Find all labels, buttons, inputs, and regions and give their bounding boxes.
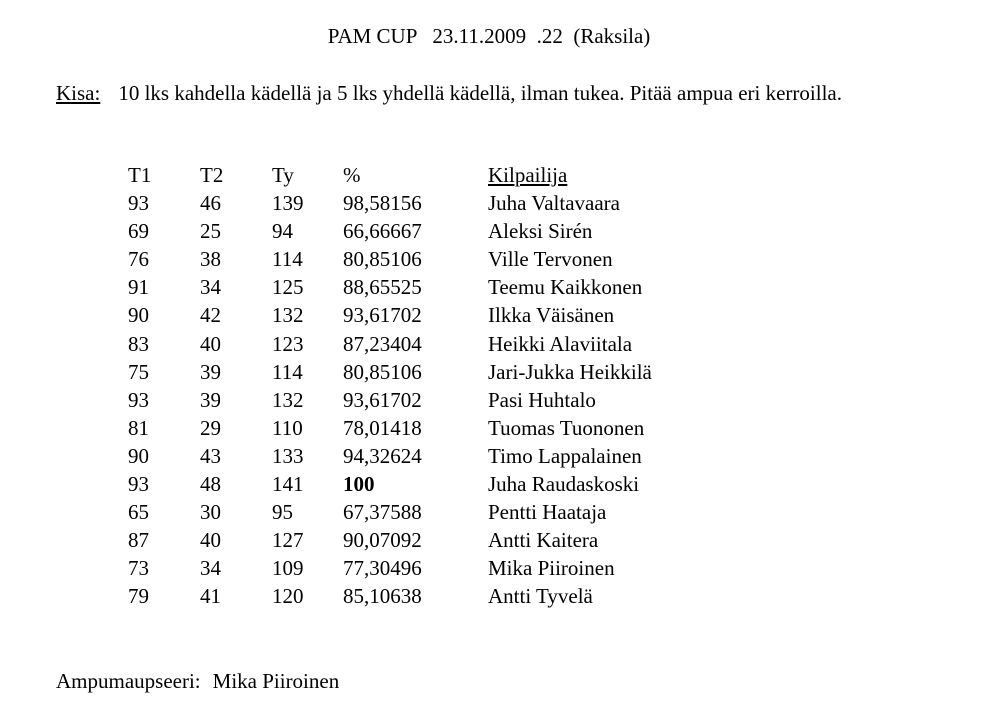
document-title: PAM CUP 23.11.2009 .22 (Raksila) — [327, 24, 651, 48]
cell-percent: 94,32624 — [343, 443, 422, 468]
cell-ty: 94 — [272, 219, 293, 244]
range-officer-label: Ampumaupseeri: — [56, 669, 201, 693]
cell-percent: 67,37588 — [343, 500, 422, 525]
cell-t1: 93 — [128, 472, 149, 497]
cell-ty: 139 — [272, 191, 304, 216]
cell-competitor: Antti Kaitera — [488, 528, 599, 553]
cell-t2: 25 — [200, 219, 221, 244]
cell-t2: 48 — [200, 472, 221, 497]
cell-ty: 125 — [272, 275, 304, 300]
cell-t1: 79 — [128, 584, 149, 609]
cell-t1: 91 — [128, 275, 149, 300]
cell-t1: 93 — [128, 191, 149, 216]
cell-t2: 43 — [200, 443, 221, 468]
cell-ty: 133 — [272, 443, 304, 468]
cell-ty: 127 — [272, 528, 304, 553]
cell-t2: 39 — [200, 359, 221, 384]
cell-percent: 90,07092 — [343, 528, 422, 553]
cell-percent: 80,85106 — [343, 247, 422, 272]
cell-percent: 100 — [343, 472, 375, 497]
cell-competitor: Timo Lappalainen — [488, 443, 642, 468]
cell-competitor: Juha Raudaskoski — [488, 472, 640, 497]
cell-percent: 87,23404 — [343, 331, 422, 356]
header-ty: Ty — [272, 163, 294, 187]
cell-competitor: Teemu Kaikkonen — [488, 275, 643, 300]
cell-t1: 69 — [128, 219, 149, 244]
cell-t1: 90 — [128, 303, 149, 328]
cell-percent: 66,66667 — [343, 219, 422, 244]
cell-ty: 120 — [272, 584, 304, 609]
header-competitor: Kilpailija — [488, 163, 568, 187]
cell-competitor: Pentti Haataja — [488, 500, 607, 525]
cell-competitor: Juha Valtavaara — [488, 191, 620, 216]
cell-competitor: Heikki Alaviitala — [488, 331, 633, 356]
cell-percent: 98,58156 — [343, 191, 422, 216]
cell-t2: 34 — [200, 275, 221, 300]
cell-t1: 76 — [128, 247, 149, 272]
cell-ty: 132 — [272, 303, 304, 328]
cell-percent: 85,10638 — [343, 584, 422, 609]
cell-t2: 29 — [200, 415, 221, 440]
cell-t2: 30 — [200, 500, 221, 525]
cell-t2: 46 — [200, 191, 221, 216]
competition-label: Kisa: — [56, 81, 101, 105]
cell-t2: 39 — [200, 387, 221, 412]
cell-t2: 38 — [200, 247, 221, 272]
cell-t1: 73 — [128, 556, 149, 581]
cell-t2: 40 — [200, 528, 221, 553]
competition-text: 10 lks kahdella kädellä ja 5 lks yhdellä kädellä, ilman tukea. Pitää ampua eri kerroilla. — [118, 81, 842, 105]
header-percent: % — [343, 163, 361, 187]
cell-ty: 114 — [272, 247, 303, 272]
cell-ty: 110 — [272, 415, 303, 440]
cell-competitor: Ilkka Väisänen — [488, 303, 615, 328]
cell-t2: 34 — [200, 556, 221, 581]
cell-t1: 90 — [128, 443, 149, 468]
cell-competitor: Antti Tyvelä — [488, 584, 593, 609]
cell-ty: 109 — [272, 556, 304, 581]
cell-t1: 75 — [128, 359, 149, 384]
cell-t2: 40 — [200, 331, 221, 356]
cell-ty: 123 — [272, 331, 304, 356]
cell-ty: 95 — [272, 500, 293, 525]
cell-percent: 78,01418 — [343, 415, 422, 440]
cell-competitor: Jari-Jukka Heikkilä — [488, 359, 652, 384]
cell-ty: 141 — [272, 472, 304, 497]
cell-t2: 42 — [200, 303, 221, 328]
cell-competitor: Pasi Huhtalo — [488, 387, 596, 412]
cell-ty: 114 — [272, 359, 303, 384]
cell-percent: 93,61702 — [343, 387, 422, 412]
cell-competitor: Tuomas Tuononen — [488, 415, 645, 440]
cell-t1: 93 — [128, 387, 149, 412]
cell-t1: 81 — [128, 415, 149, 440]
cell-competitor: Ville Tervonen — [488, 247, 613, 272]
range-officer — [56, 666, 339, 696]
competition-description — [56, 78, 842, 108]
cell-competitor: Mika Piiroinen — [488, 556, 615, 581]
cell-t1: 65 — [128, 500, 149, 525]
range-officer-name: Mika Piiroinen — [212, 669, 340, 693]
cell-percent: 77,30496 — [343, 556, 422, 581]
cell-ty: 132 — [272, 387, 304, 412]
header-t1: T1 — [128, 163, 152, 187]
cell-t1: 83 — [128, 331, 149, 356]
cell-t2: 41 — [200, 584, 221, 609]
header-t2: T2 — [200, 163, 224, 187]
cell-competitor: Aleksi Sirén — [488, 219, 593, 244]
cell-percent: 88,65525 — [343, 275, 422, 300]
cell-t1: 87 — [128, 528, 149, 553]
cell-percent: 93,61702 — [343, 303, 422, 328]
cell-percent: 80,85106 — [343, 359, 422, 384]
